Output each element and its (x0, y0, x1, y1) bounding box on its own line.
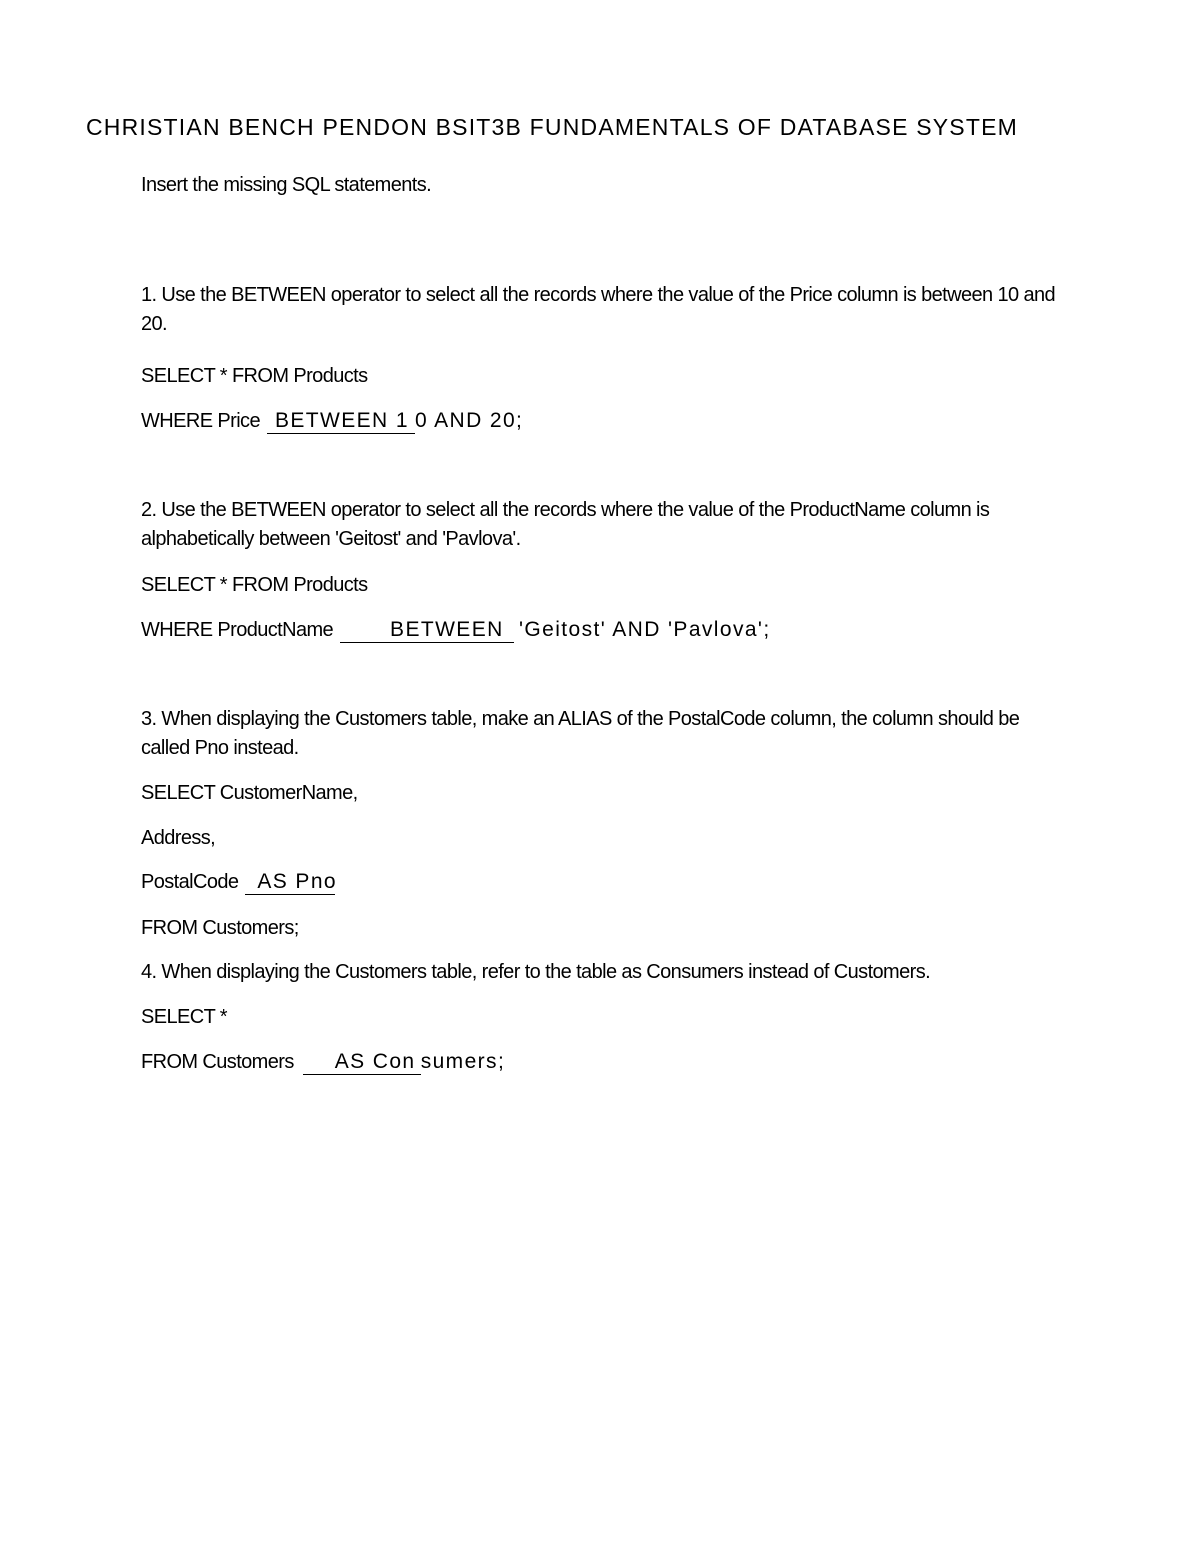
question-3-prompt: 3. When displaying the Customers table, make an ALIAS of the PostalCode column, the column should be called Pno instead. (141, 708, 1020, 759)
question-2-answer-blank[interactable] (340, 618, 514, 643)
question-2-suffix: 'Geitost' AND 'Pavlova'; (519, 618, 771, 641)
question-2-answer: BETWEEN (390, 618, 504, 641)
question-4-answer: AS Con (334, 1050, 416, 1073)
question-3-line-4: FROM Customers; (141, 917, 299, 939)
question-4-line-2 (141, 1049, 505, 1075)
question-3-line-3 (141, 869, 335, 895)
question-2-line-2 (141, 617, 771, 643)
document-title: CHRISTIAN BENCH PENDON BSIT3B FUNDAMENTALS OF DATABASE SYSTEM (86, 114, 1018, 140)
question-4-prompt: 4. When displaying the Customers table, refer to the table as Consumers instead of Customers. (141, 961, 931, 983)
question-1-answer: BETWEEN 1 (274, 409, 409, 432)
question-4-answer-blank[interactable] (303, 1050, 421, 1075)
question-4-from-prefix: FROM Customers (141, 1051, 294, 1073)
question-2-line-1: SELECT * FROM Products (141, 574, 368, 596)
question-4-line-1: SELECT * (141, 1006, 227, 1028)
question-2-prompt: 2. Use the BETWEEN operator to select all the records where the value of the ProductName column is alphabetically between 'Geitost' and 'Pavlova'. (141, 499, 990, 550)
question-1-answer-blank[interactable] (267, 409, 415, 434)
question-2-where-prefix: WHERE ProductName (141, 619, 334, 641)
instructions: Insert the missing SQL statements. (141, 174, 432, 196)
question-1-prompt: 1. Use the BETWEEN operator to select all the records where the value of the Price column is between 10 and 20. (141, 284, 1056, 335)
question-1-line-1: SELECT * FROM Products (141, 365, 368, 387)
question-1-where-prefix: WHERE Price (141, 410, 260, 432)
question-3-answer-blank[interactable] (245, 870, 335, 895)
question-1-line-2 (141, 408, 523, 434)
question-1-suffix: 0 AND 20; (414, 409, 524, 432)
question-3-postalcode-prefix: PostalCode (141, 871, 239, 893)
question-3-line-1: SELECT CustomerName, (141, 782, 358, 804)
question-3-answer: AS Pno (257, 870, 337, 893)
question-3-line-2: Address, (141, 827, 216, 849)
question-4-suffix: sumers; (420, 1050, 506, 1073)
